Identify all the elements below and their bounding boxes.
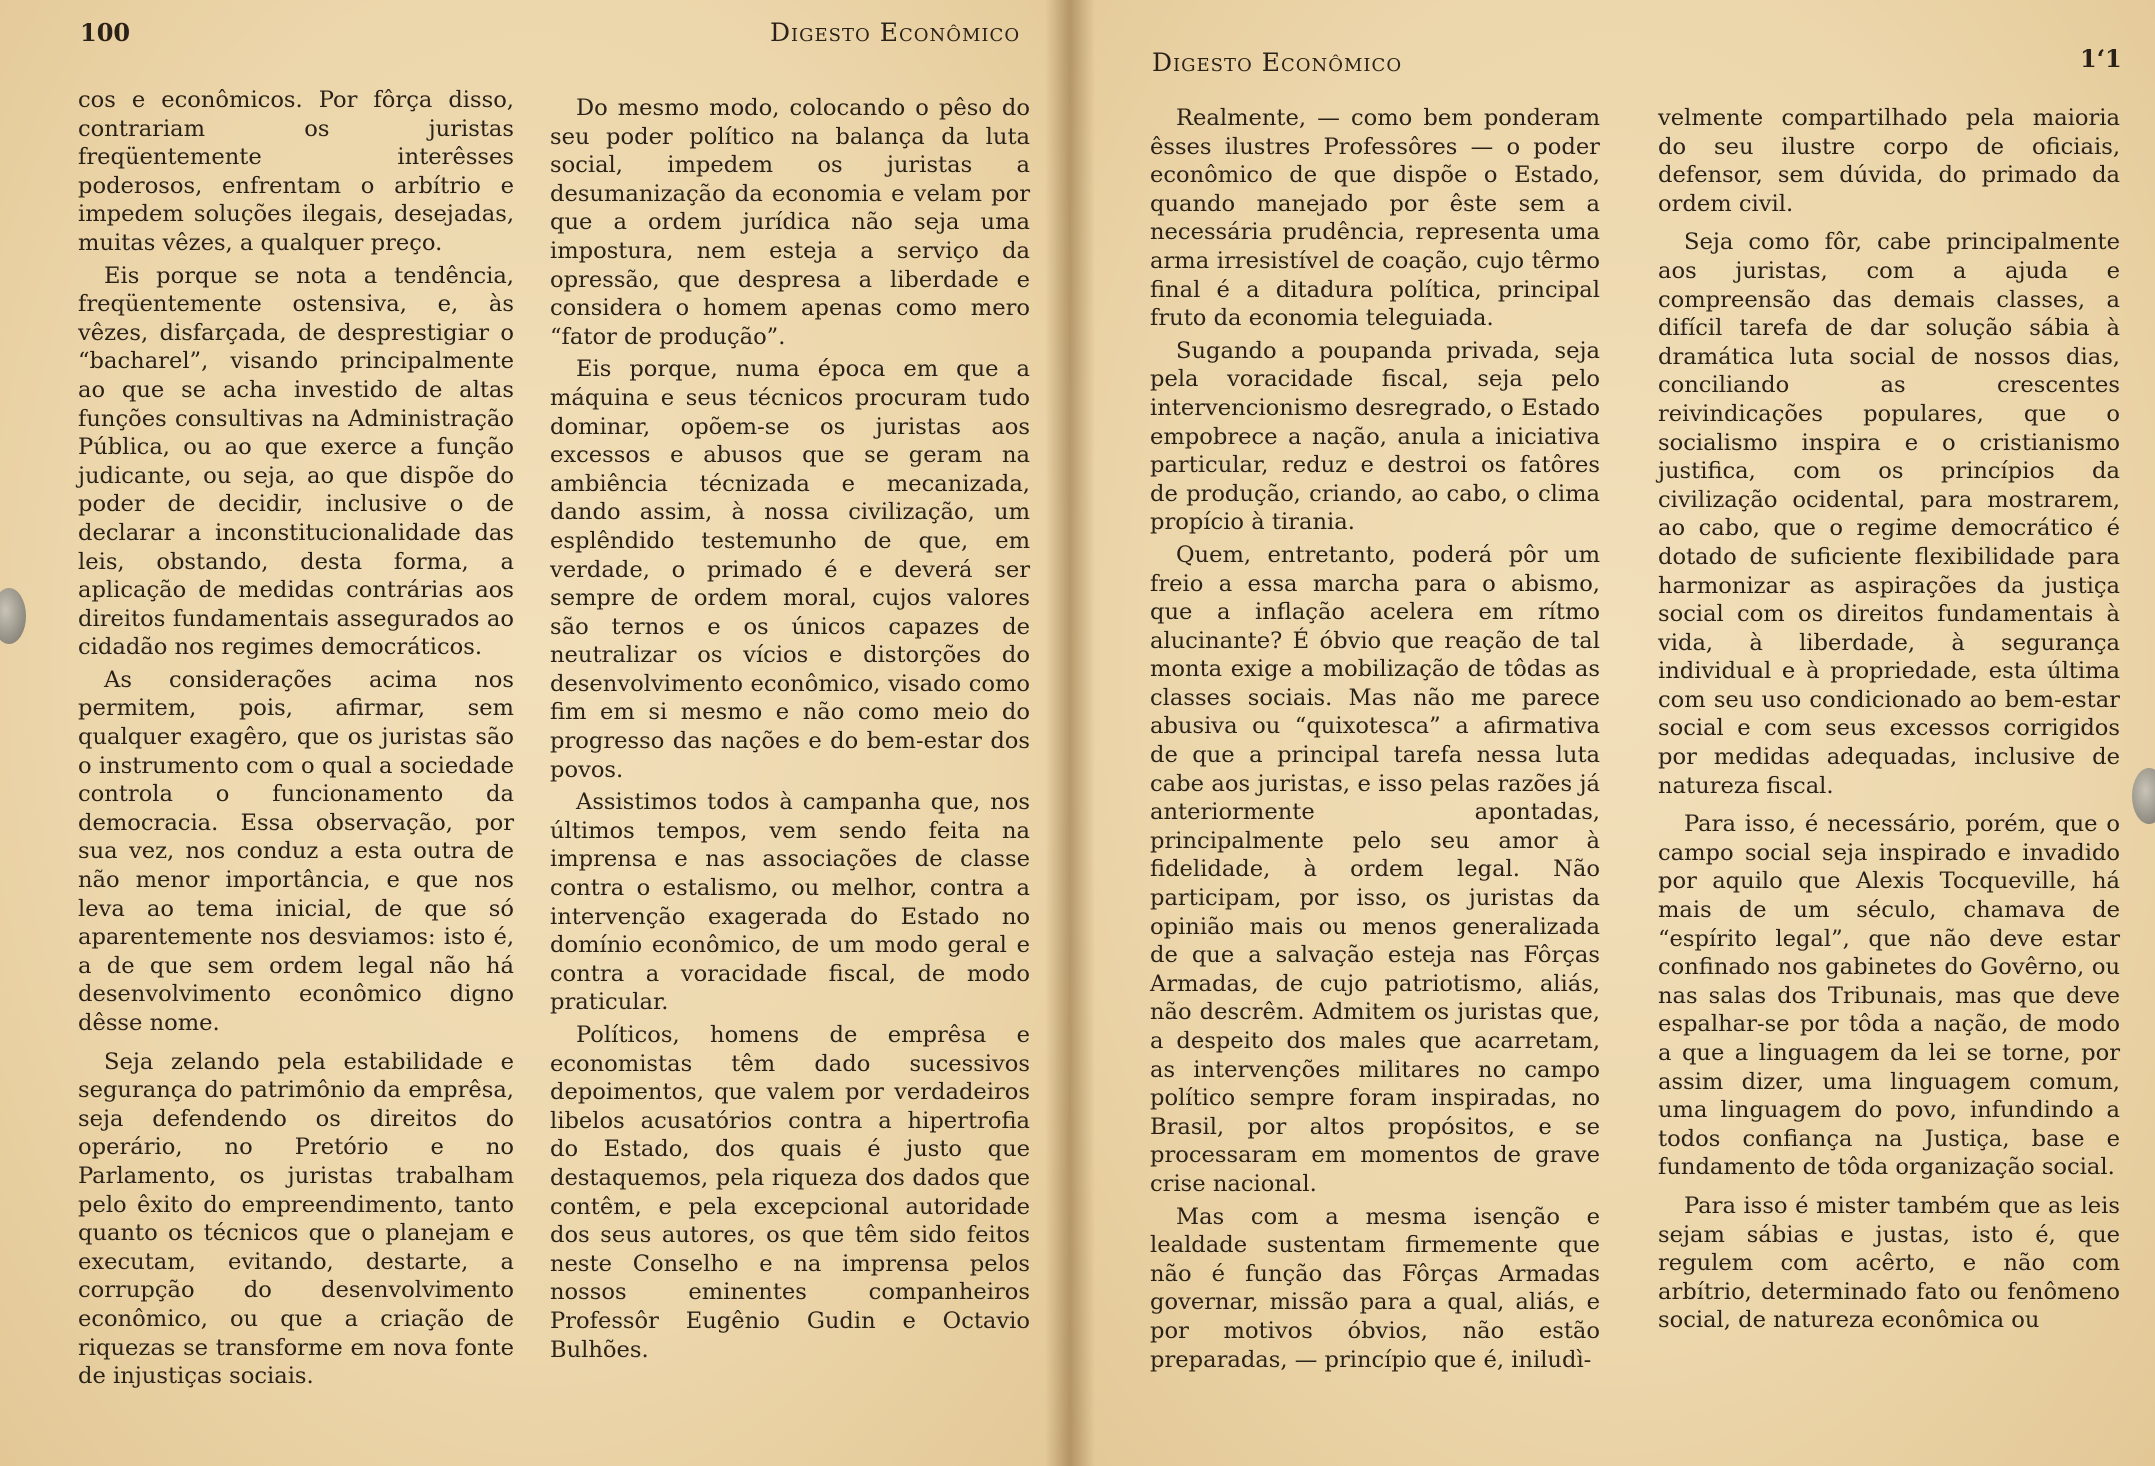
paragraph: Eis porque se nota a tendência, freqüentemente ostensiva, e, às vêzes, disfarçada, de desprestigiar o “bacharel”, visando principalmente ao que se acha investido de altas funções consultivas na Administração Pública, ou ao que exerce a função judicante, ou seja, ao que dispõe do poder de decidir, inclusive o de declarar a inconstitucionalidade das leis, obstando, desta forma, a aplicação de medidas contrárias aos direitos fundamentais assegurados ao cidadão nos regimes democráticos. — [78, 262, 514, 661]
running-head: Digesto Econômico — [1152, 48, 1403, 77]
left-page — [0, 0, 1070, 1466]
paragraph: cos e econômicos. Por fôrça disso, contrariam os juristas freqüentemente interêsses poderosos, enfrentam o arbítrio e impedem soluções ilegais, desejadas, muitas vêzes, a qualquer preço. — [78, 87, 514, 256]
text-column-1 — [1150, 104, 1600, 1378]
text-column-2 — [550, 94, 1030, 1368]
paragraph: Assistimos todos à campanha que, nos últimos tempos, vem sendo feita na imprensa e nas associações de classe contra o estalismo, ou melhor, contra a intervenção exagerada do Estado no domínio econômico, de um modo geral e contra a voracidade fiscal, de modo praticular. — [550, 789, 1030, 1016]
paragraph: As considerações acima nos permitem, pois, afirmar, sem qualquer exagêro, que os juristas são o instrumento com o qual a sociedade controla o funcionamento da democracia. Essa observação, por sua vez, nos conduz a esta outra de não menor importância, e que nos leva ao tema inicial, de que só aparentemente nos desviamos: isto é, a de que sem ordem legal não há desenvolvimento econômico digno dêsse nome. — [78, 666, 514, 1036]
paragraph: Seja zelando pela estabilidade e segurança do patrimônio da emprêsa, seja defendendo os direitos do operário, no Pretório e no Parlamento, os juristas trabalham pelo êxito do empreendimento, tanto quanto os técnicos que o planejam e executam, evitando, destarte, a corrupção do desenvolvimento econômico, ou que a criação de riquezas se transforme em nova fonte de injustiças sociais. — [78, 1048, 514, 1390]
text-column-2 — [1658, 104, 2120, 1339]
paragraph: Para isso é mister também que as leis sejam sábias e justas, isto é, que regulem com acêrto, e não com arbítrio, determinado fato ou fenômeno social, de natureza econômica ou — [1658, 1192, 2120, 1334]
paragraph: Políticos, homens de emprêsa e economistas têm dado sucessivos depoimentos, que valem por verdadeiros libelos acusatórios contra a hipertrofia do Estado, dos quais é justo que destaquemos, pela riqueza dos dados que contêm, e pela excepcional autoridade dos seus autores, os que têm sido feitos neste Conselho e na imprensa pelos nossos eminentes companheiros Professôr Eugênio Gudin e Octavio Bulhões. — [550, 1022, 1030, 1363]
paragraph: Do mesmo modo, colocando o pêso do seu poder político na balança da luta social, impedem os juristas a desumanização da economia e velam por que a ordem jurídica não seja uma impostura, nem esteja a serviço da opressão, que despresa a liberdade e considera o homem apenas como mero “fator de produção”. — [550, 95, 1030, 350]
text-column-1 — [78, 86, 514, 1395]
binding-hole — [2132, 768, 2155, 824]
running-head: Digesto Econômico — [770, 18, 1021, 47]
page-number: 100 — [80, 18, 131, 47]
binding-hole — [0, 588, 26, 644]
paragraph: velmente compartilhado pela maioria do seu ilustre corpo de oficiais, defensor, sem dúvida, do primado da ordem civil. — [1658, 105, 2120, 217]
paragraph: Seja como fôr, cabe principalmente aos juristas, com a ajuda e compreensão das demais classes, a difícil tarefa de dar solução sábia à dramática luta social de nossos dias, conciliando as crescentes reivindicações populares, que o socialismo inspira e o cristianismo justifica, com os princípios da civilização ocidental, para mostrarem, ao cabo, que o regime democrático é dotado de suficiente flexibilidade para harmonizar as aspirações da justiça social com os direitos fundamentais à vida, à liberdade, à segurança individual e à propriedade, esta última com seu uso condicionado ao bem-estar social e com seus excessos corrigidos por medidas adequadas, inclusive de natureza fiscal. — [1658, 229, 2120, 799]
paragraph: Para isso, é necessário, porém, que o campo social seja inspirado e invadido por aquilo que Alexis Tocqueville, há mais de um século, chamava de “espírito legal”, que não deve estar confinado nos gabinetes do Govêrno, ou nas salas dos Tribunais, mas que deve espalhar-se por tôda a nação, de modo a que a linguagem da lei se torne, por assim dizer, uma linguagem comum, uma linguagem do povo, infundindo a todos confiança na Justiça, base e fundamento de tôda organização social. — [1658, 811, 2120, 1181]
right-page — [1070, 0, 2155, 1466]
paragraph: Mas com a mesma isenção e lealdade sustentam firmemente que não é função das Fôrças Armadas governar, missão para a qual, aliás, e por motivos óbvios, não estão preparadas, — princípio que é, iniludì- — [1150, 1203, 1600, 1373]
paragraph: Realmente, — como bem ponderam êsses ilustres Professôres — o poder econômico de que dispõe o Estado, quando manejado por êste sem a necessária prudência, representa uma arma irresistível de coação, cujo têrmo final é a ditadura política, principal fruto da economia teleguiada. — [1150, 105, 1600, 332]
paragraph: Eis porque, numa época em que a máquina e seus técnicos procuram tudo dominar, opõem-se os juristas aos excessos e abusos que se geram na ambiência técnizada e mecanizada, dando assim, à nossa civilização, um esplêndido testemunho de que, em verdade, o primado é e deverá ser sempre de ordem moral, cujos valores são ternos e os únicos capazes de neutralizar os vícios e distorções do desenvolvimento econômico, visado como fim em si mesmo e não como meio do progresso das nações e do bem-estar dos povos. — [550, 356, 1030, 783]
page-number: 1ʻ1 — [2080, 44, 2122, 73]
paragraph: Sugando a poupanda privada, seja pela voracidade fiscal, seja pelo intervencionismo desregrado, o Estado empobrece a nação, anula a iniciativa particular, reduz e destroi os fatôres de produção, criando, ao cabo, o clima propício à tirania. — [1150, 337, 1600, 536]
book-gutter — [1045, 0, 1095, 1466]
paragraph: Quem, entretanto, poderá pôr um freio a essa marcha para o abismo, que a inflação acelera em rítmo alucinante? É óbvio que reação de tal monta exige a mobilização de tôdas as classes sociais. Mas não me parece abusiva ou “quixotesca” a afirmativa de que a principal tarefa nessa luta cabe aos juristas, e isso pelas razões já anteriormente apontadas, principalmente pelo seu amor à fidelidade, à ordem legal. Não participam, por isso, os juristas da opinião mais ou menos generalizada de que a salvação esteja nas Fôrças Armadas, de cujo patriotismo, aliás, não descrêm. Admitem os juristas que, a despeito dos males que acarretam, as intervenções militares no campo político sempre foram inspiradas, no Brasil, por altos propósitos, e se processaram em momentos de grave crise nacional. — [1150, 541, 1600, 1197]
